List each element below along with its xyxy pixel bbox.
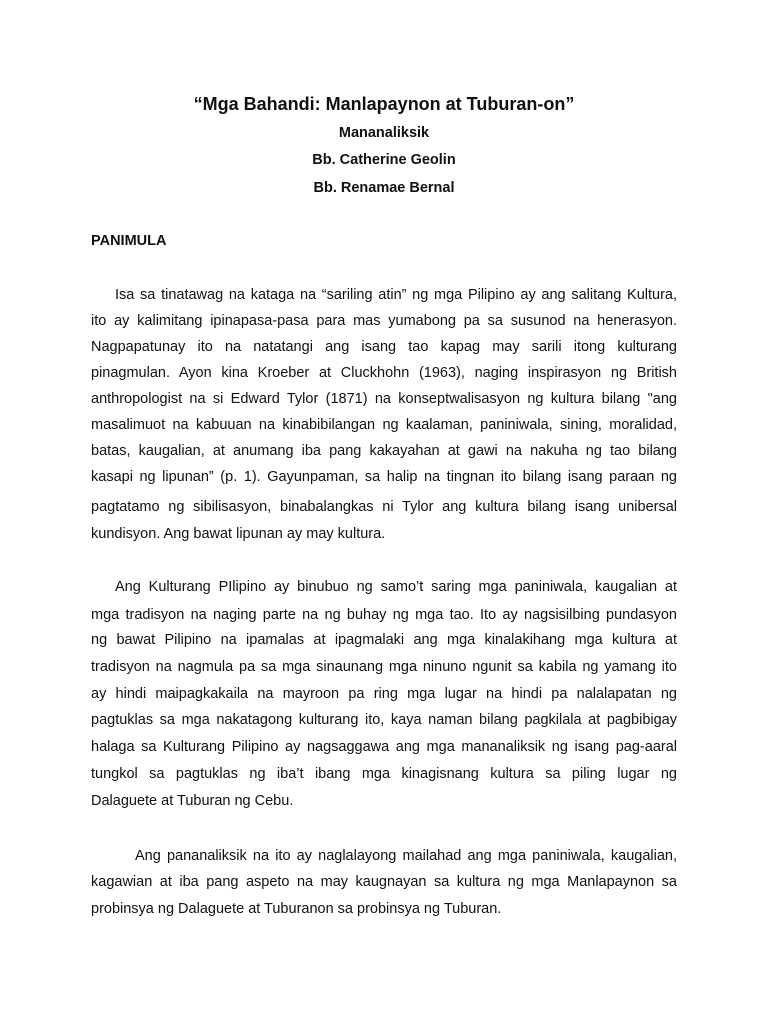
text-line: pagtatamo ng sibilisasyon, binabalangkas ni Tylor ang kultura bilang isang unibersal: [91, 499, 677, 515]
text-line: pinagmulan. Ayon kina Kroeber at Cluckhohn (1963), naging inspirasyon ng British: [91, 365, 677, 381]
text-line: ng bawat Pilipino na ipamalas at ipagmalaki ang mga kinalakihang mga kultura at: [91, 632, 677, 648]
text-line: tradisyon na nagmula pa sa mga sinaunang mga ninuno ngunit sa kabila ng yamang ito: [91, 659, 677, 675]
text-line: batas, kaugalian, at anumang iba pang kakayahan at gawi na nakuha ng tao bilang: [91, 443, 677, 459]
text-line: pagtuklas sa mga nakatagong kulturang ito, kaya naman bilang pagkilala at pagbibigay: [91, 712, 677, 728]
author-name: Bb. Catherine Geolin: [312, 152, 456, 168]
document-title: “Mga Bahandi: Manlapaynon at Tuburan-on”: [193, 94, 575, 114]
text-line: Nagpapatunay ito na natatangi ang isang tao kapag may sarili itong kulturang: [91, 339, 677, 355]
text-line: tungkol sa pagtuklas ng iba’t ibang mga kinagisnang kultura sa piling lugar ng: [91, 766, 677, 782]
text-line: probinsya ng Dalaguete at Tuburanon sa probinsya ng Tuburan.: [91, 901, 502, 917]
text-line: Isa sa tinatawag na kataga na “sariling atin” ng mga Pilipino ay ang salitang Kultura,: [115, 287, 677, 303]
text-line: halaga sa Kulturang Pilipino ay nagsaggawa ang mga mananaliksik ng isang pag-aaral: [91, 739, 677, 755]
author-name: Bb. Renamae Bernal: [313, 180, 455, 196]
text-line: Ang pananaliksik na ito ay naglalayong mailahad ang mga paniniwala, kaugalian,: [135, 848, 677, 864]
text-line: mga tradisyon na naging parte na ng buhay ng mga tao. Ito ay nagsisilbing pundasyon: [91, 607, 677, 623]
byline-role: Mananaliksik: [338, 125, 430, 141]
text-line: kasapi ng lipunan” (p. 1). Gayunpaman, sa halip na tingnan ito bilang isang paraan ng: [91, 469, 677, 485]
text-line: Dalaguete at Tuburan ng Cebu.: [91, 793, 294, 809]
text-line: ito ay kalimitang ipinapasa-pasa para mas yumabong pa sa susunod na henerasyon.: [91, 313, 677, 329]
text-line: masalimuot na kabuuan na kinabibilangan ng kaalaman, paniniwala, sining, moralidad,: [91, 417, 677, 433]
text-line: Ang Kulturang PIlipino ay binubuo ng samo’t saring mga paniniwala, kaugalian at: [115, 579, 677, 595]
text-line: ay hindi maipagkakaila na mayroon pa ring mga lugar na hindi pa nalalapatan ng: [91, 686, 677, 702]
section-heading: PANIMULA: [91, 233, 167, 249]
text-line: kundisyon. Ang bawat lipunan ay may kultura.: [91, 526, 386, 542]
text-line: kagawian at iba pang aspeto na may kaugnayan sa kultura ng mga Manlapaynon sa: [91, 874, 677, 890]
text-line: anthropologist na si Edward Tylor (1871) na konseptwalisasyon ng kultura bilang "ang: [91, 391, 677, 407]
